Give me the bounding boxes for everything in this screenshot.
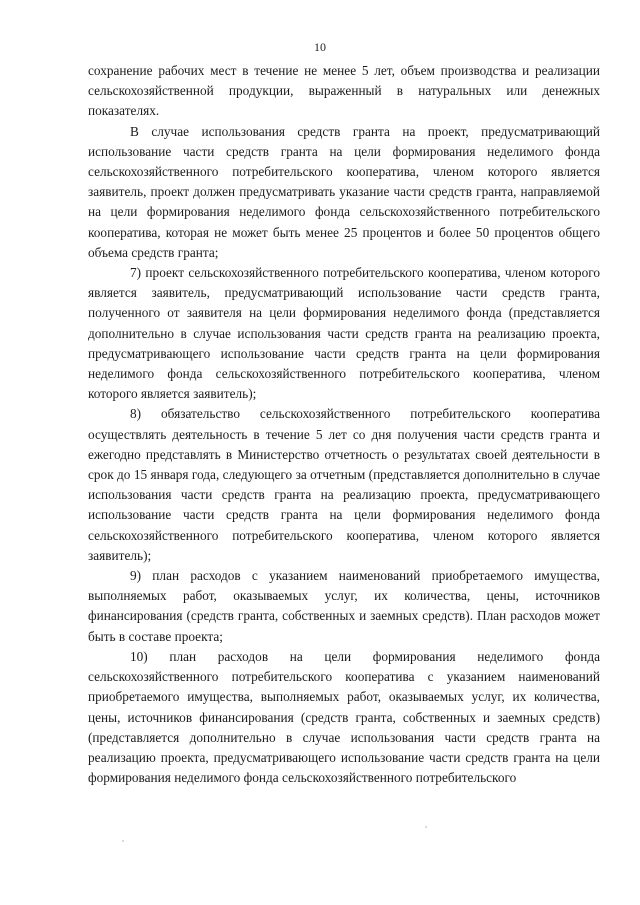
paragraph-continuation: сохранение рабочих мест в течение не менее 5 лет, объем производства и реализации сельскохозяйственной продукции, выраженный в натуральных или денежных показателях. <box>88 63 600 119</box>
scan-artifact <box>425 826 427 828</box>
scan-artifact <box>122 840 124 842</box>
document-body <box>88 61 600 788</box>
page-number: 10 <box>314 40 326 54</box>
paragraph-item-10: 10) план расходов на цели формирования неделимого фонда сельскохозяйственного потребительского кооператива с указанием наименований приобретаемого имущества, выполняемых работ, оказываемых услуг, их количества, цены, источников финансирования (средств гранта, собственных и заемных средств) (представляется дополнительно в случае использования части средств гранта на реализацию проекта, предусматривающего использование части средств гранта на цели формирования неделимого фонда сельскохозяйственного потребительского <box>88 648 600 786</box>
paragraph-item-7: 7) проект сельскохозяйственного потребительского кооператива, членом которого является заявитель, предусматривающий использование части средств гранта, полученного от заявителя на цели формирования неделимого фонда (представляется дополнительно в случае использования части средств гранта на реализацию проекта, предусматривающего использование части средств гранта на цели формирования неделимого фонда сельскохозяйственного потребительского кооператива, членом которого является заявитель); <box>88 265 600 402</box>
paragraph-grant-share: В случае использования средств гранта на проект, предусматривающий использование части средств гранта на цели формирования неделимого фонда сельскохозяйственного потребительского кооператива, членом которого является заявитель, проект должен предусматривать указание части средств гранта, направляемой на цели формирования неделимого фонда сельскохозяйственного потребительского кооператива, которая не может быть менее 25 процентов и более 50 процентов общего объема средств гранта; <box>88 123 600 260</box>
paragraph-item-9: 9) план расходов с указанием наименований приобретаемого имущества, выполняемых работ, оказываемых услуг, их количества, цены, источников финансирования (средств гранта, собственных и заемных средств). План расходов может быть в составе проекта; <box>88 568 600 644</box>
paragraph-item-8: 8) обязательство сельскохозяйственного потребительского кооператива осуществлять деятельность в течение 5 лет со дня получения части средств гранта и ежегодно представлять в Министерство отчетность о результатах своей деятельности в срок до 15 января года, следующего за отчетным (представляется дополнительно в случае использования части средств гранта на реализацию проекта, предусматривающего использование части средств гранта на цели формирования неделимого фонда сельскохозяйственного потребительского кооператива, членом которого является заявитель); <box>88 406 600 563</box>
